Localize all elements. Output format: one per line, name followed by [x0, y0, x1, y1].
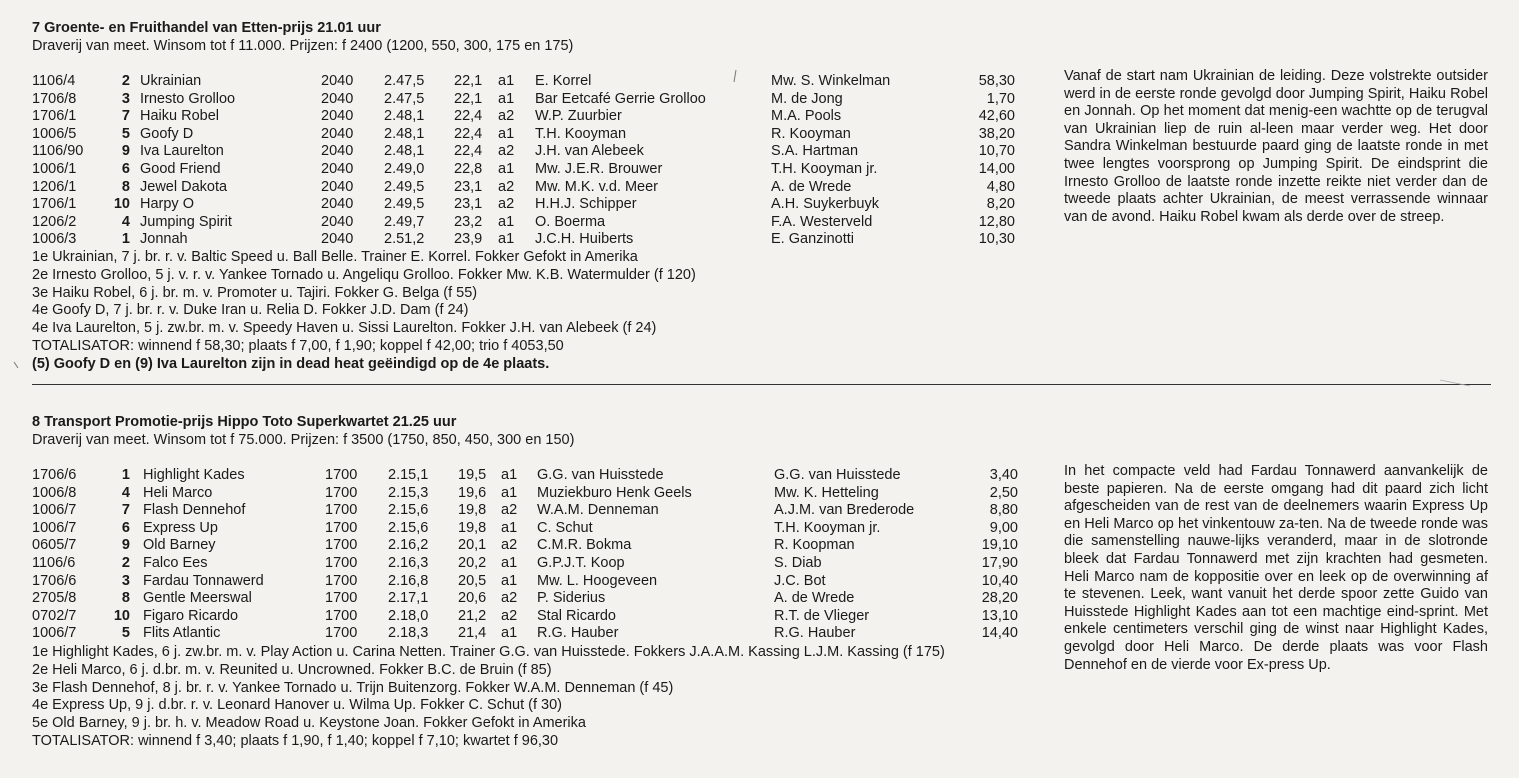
km-time: 23,1	[454, 196, 483, 213]
odds: 12,80	[978, 213, 1015, 230]
race-conditions: Draverij van meet. Winsom tot f 11.000. Prijzen: f 2400 (1200, 550, 300, 175 en 175)	[32, 38, 574, 54]
form-cell: 1206/2	[32, 213, 77, 230]
owner-name: J.H. van Alebeek	[535, 143, 644, 160]
start-number: 3	[121, 90, 130, 107]
driver-name: A. de Wrede	[774, 590, 855, 607]
table-row	[32, 126, 1032, 144]
km-time: 22,4	[454, 125, 483, 142]
form-cell: 1706/1	[32, 108, 77, 125]
race-time: 2.18,0	[388, 607, 429, 624]
table-row	[32, 467, 1032, 485]
form-cell: 1006/7	[32, 502, 77, 519]
start-position: a2	[501, 607, 518, 624]
horse-name: Ukrainian	[140, 73, 202, 89]
owner-name: P. Siderius	[537, 590, 606, 607]
race-commentary: In het compacte veld had Fardau Tonnawerd aanvankelijk de beste papieren. Na de eerste omgang had dit paard zich licht afgescheiden van de rest van de deelnemers waarin Express Up en Heli Marco op het vinkentouw za-ten. Na de tweede ronde was die samenstelling nauwe-lijks veranderd, maar in de slotronde bleek dat Fardau Tonnawerd met zijn krachten had gesmeten. Heli Marco nam de koppositie over en leek op de overwinning af te stevenen. Leek, want vanuit het derde spoor zette Guido van Huisstede Highlight Kades aan tot een machtige eind-sprint. Met enkele centimeters verschil ging de winst naar Highlight Kades, gevolgd door Heli Marco. De derde plaats was voor Flash Dennehof en de vierde voor Ex-press Up.	[1064, 463, 1488, 673]
start-number: 10	[113, 196, 130, 213]
owner-name: G.G. van Huisstede	[537, 467, 664, 483]
start-number: 6	[121, 160, 130, 177]
form-cell: 1006/8	[32, 484, 77, 501]
table-row	[32, 91, 1032, 109]
owner-name: Stal Ricardo	[537, 607, 616, 624]
start-position: a1	[501, 554, 518, 571]
horse-name: Jumping Spirit	[140, 213, 232, 230]
table-row	[32, 73, 1032, 91]
km-time: 20,2	[458, 554, 487, 571]
race-time: 2.47,5	[384, 90, 425, 107]
horse-name: Express Up	[143, 519, 218, 536]
form-cell: 1706/1	[32, 196, 77, 213]
km-time: 19,8	[458, 519, 487, 536]
owner-name: W.A.M. Denneman	[537, 502, 659, 519]
start-number: 2	[121, 73, 130, 89]
table-row	[32, 573, 1032, 591]
horse-name: Goofy D	[140, 125, 194, 142]
km-time: 19,6	[458, 484, 487, 501]
km-time: 22,4	[454, 143, 483, 160]
start-position: a2	[498, 108, 515, 125]
results-table	[32, 467, 1032, 643]
table-row	[32, 555, 1032, 573]
driver-name: R.G. Hauber	[774, 625, 856, 642]
race-time: 2.49,0	[384, 160, 425, 177]
table-row	[32, 179, 1032, 197]
dead-heat-note: (5) Goofy D en (9) Iva Laurelton zijn in dead heat geëindigd op de 4e plaats.	[32, 355, 550, 372]
horse-name: Old Barney	[143, 537, 216, 554]
owner-name: W.P. Zuurbier	[535, 108, 622, 125]
owner-name: O. Boerma	[535, 213, 606, 230]
form-cell: 1206/1	[32, 178, 77, 195]
driver-name: R.T. de Vlieger	[774, 607, 870, 624]
totalisator-line: TOTALISATOR: winnend f 58,30; plaats f 7,00, f 1,90; koppel f 42,00; trio f 4053,50	[32, 337, 564, 354]
distance: 2040	[321, 160, 354, 177]
km-time: 19,5	[458, 467, 487, 483]
start-number: 8	[121, 590, 130, 607]
race-title: 7 Groente- en Fruithandel van Etten-prijs 21.01 uur	[32, 20, 381, 36]
distance: 1700	[325, 607, 358, 624]
owner-name: J.C.H. Huiberts	[535, 231, 634, 248]
race-time: 2.16,8	[388, 572, 429, 589]
horse-name: Irnesto Grolloo	[140, 90, 236, 107]
race-time: 2.48,1	[384, 125, 425, 142]
start-position: a2	[498, 178, 515, 195]
form-cell: 1706/6	[32, 467, 77, 483]
driver-name: M.A. Pools	[771, 108, 842, 125]
form-cell: 1706/8	[32, 90, 77, 107]
odds: 1,70	[986, 90, 1015, 107]
table-row	[32, 143, 1032, 161]
odds: 14,40	[981, 625, 1018, 642]
odds: 4,80	[986, 178, 1015, 195]
odds: 2,50	[989, 484, 1018, 501]
race-time: 2.49,7	[384, 213, 425, 230]
form-cell: 1006/1	[32, 160, 77, 177]
start-number: 2	[121, 554, 130, 571]
form-cell: 0702/7	[32, 607, 77, 624]
distance: 1700	[325, 484, 358, 501]
owner-name: Muziekburo Henk Geels	[537, 484, 692, 501]
km-time: 22,4	[454, 108, 483, 125]
start-number: 5	[121, 125, 130, 142]
start-position: a1	[501, 572, 518, 589]
start-position: a1	[498, 160, 515, 177]
race-conditions: Draverij van meet. Winsom tot f 75.000. Prijzen: f 3500 (1750, 850, 450, 300 en 150)	[32, 432, 575, 448]
distance: 2040	[321, 90, 354, 107]
race-time: 2.17,1	[388, 590, 429, 607]
placing-line: 3e Flash Dennehof, 8 j. br. r. v. Yankee Tornado u. Trijn Buitenzorg. Fokker W.A.M. Denneman (f 45)	[32, 679, 674, 696]
placing-line: 3e Haiku Robel, 6 j. br. m. v. Promoter u. Tajiri. Fokker G. Belga (f 55)	[32, 284, 478, 301]
driver-name: T.H. Kooyman jr.	[771, 160, 878, 177]
km-time: 20,1	[458, 537, 487, 554]
distance: 1700	[325, 467, 358, 483]
km-time: 20,5	[458, 572, 487, 589]
start-number: 9	[121, 537, 130, 554]
race-time: 2.48,1	[384, 108, 425, 125]
start-position: a1	[498, 213, 515, 230]
placing-line: 4e Goofy D, 7 j. br. r. v. Duke Iran u. Relia D. Fokker J.D. Dam (f 24)	[32, 302, 469, 319]
odds: 38,20	[978, 125, 1015, 142]
distance: 2040	[321, 143, 354, 160]
driver-name: S.A. Hartman	[771, 143, 859, 160]
horse-name: Heli Marco	[143, 484, 213, 501]
placing-line: 4e Express Up, 9 j. d.br. r. v. Leonard Hanover u. Wilma Up. Fokker C. Schut (f 30)	[32, 697, 563, 714]
table-row	[32, 520, 1032, 538]
distance: 1700	[325, 625, 358, 642]
form-cell: 1106/4	[32, 73, 76, 89]
start-position: a1	[501, 484, 518, 501]
race-time: 2.16,3	[388, 554, 429, 571]
form-cell: 1106/90	[32, 143, 84, 160]
start-number: 4	[121, 484, 130, 501]
horse-name: Jonnah	[140, 231, 188, 248]
distance: 2040	[321, 196, 354, 213]
start-position: a1	[501, 625, 518, 642]
odds: 9,00	[989, 519, 1018, 536]
distance: 1700	[325, 502, 358, 519]
km-time: 22,1	[454, 90, 483, 107]
odds: 13,10	[981, 607, 1018, 624]
form-cell: 1006/3	[32, 231, 77, 248]
distance: 1700	[325, 519, 358, 536]
race-time: 2.51,2	[384, 231, 425, 248]
placing-line: 5e Old Barney, 9 j. br. h. v. Meadow Road u. Keystone Joan. Fokker Gefokt in Amerika	[32, 715, 586, 732]
horse-name: Falco Ees	[143, 554, 208, 571]
driver-name: R. Koopman	[774, 537, 855, 554]
driver-name: A. de Wrede	[771, 178, 852, 195]
odds: 58,30	[978, 73, 1015, 89]
odds: 19,10	[981, 537, 1018, 554]
horse-name: Iva Laurelton	[140, 143, 224, 160]
horse-name: Jewel Dakota	[140, 178, 228, 195]
start-number: 8	[121, 178, 130, 195]
form-cell: 2705/8	[32, 590, 77, 607]
horse-name: Figaro Ricardo	[143, 607, 239, 624]
table-row	[32, 214, 1032, 232]
race-commentary: Vanaf de start nam Ukrainian de leiding. Deze volstrekte outsider werd in de eerste ronde gevolgd door Jumping Spirit, Haiku Robel en Jonnah. Op het moment dat menig-een wachtte op de terugval van Ukrainian liep de ruin al-leen maar verder weg. Het door Sandra Winkelman bestuurde paard ging de laatste ronde in met twee lengtes voorsprong op Jumping Spirit. De eindsprint die Irnesto Grolloo de laatste ronde inzette reikte niet verder dan de tweede plaats achter Ukrainian, de meest verrassende winnaar van de avond. Haiku Robel kwam als derde over de streep.	[1064, 68, 1488, 225]
odds: 8,80	[989, 502, 1018, 519]
table-row	[32, 108, 1032, 126]
owner-name: G.P.J.T. Koop	[537, 554, 625, 571]
start-position: a1	[498, 231, 515, 248]
owner-name: Mw. M.K. v.d. Meer	[535, 178, 659, 195]
km-time: 21,4	[458, 625, 487, 642]
race-time: 2.15,6	[388, 519, 429, 536]
start-position: a2	[498, 143, 515, 160]
start-position: a1	[498, 125, 515, 142]
owner-name: H.H.J. Schipper	[535, 196, 637, 213]
driver-name: A.H. Suykerbuyk	[771, 196, 879, 213]
horse-name: Highlight Kades	[143, 467, 245, 483]
race-title: 8 Transport Promotie-prijs Hippo Toto Superkwartet 21.25 uur	[32, 414, 457, 430]
table-row	[32, 608, 1032, 626]
table-row	[32, 537, 1032, 555]
km-time: 22,1	[454, 73, 483, 89]
km-time: 19,8	[458, 502, 487, 519]
owner-name: Mw. L. Hoogeveen	[537, 572, 658, 589]
placing-line: 1e Ukrainian, 7 j. br. r. v. Baltic Speed u. Ball Belle. Trainer E. Korrel. Fokker Gefokt in Amerika	[32, 249, 638, 265]
start-number: 3	[121, 572, 130, 589]
distance: 2040	[321, 73, 354, 89]
race-time: 2.15,6	[388, 502, 429, 519]
odds: 3,40	[989, 467, 1018, 483]
start-position: a1	[501, 467, 518, 483]
km-time: 20,6	[458, 590, 487, 607]
form-cell: 1006/5	[32, 125, 77, 142]
results-table	[32, 73, 1032, 249]
start-position: a2	[501, 537, 518, 554]
start-number: 6	[121, 519, 130, 536]
start-position: a2	[501, 590, 518, 607]
horse-name: Harpy O	[140, 196, 194, 213]
distance: 1700	[325, 554, 358, 571]
start-number: 1	[121, 231, 130, 248]
form-cell: 1006/7	[32, 625, 77, 642]
odds: 10,70	[978, 143, 1015, 160]
km-time: 23,1	[454, 178, 483, 195]
owner-name: C.M.R. Bokma	[537, 537, 632, 554]
placing-line: 4e Iva Laurelton, 5 j. zw.br. m. v. Speedy Haven u. Sissi Laurelton. Fokker J.H. van Alebeek (f 24)	[32, 320, 657, 337]
distance: 2040	[321, 108, 354, 125]
table-row	[32, 590, 1032, 608]
distance: 2040	[321, 213, 354, 230]
start-number: 4	[121, 213, 130, 230]
owner-name: Bar Eetcafé Gerrie Grolloo	[535, 90, 706, 107]
km-time: 23,2	[454, 213, 483, 230]
horse-name: Flash Dennehof	[143, 502, 246, 519]
table-row	[32, 485, 1032, 503]
race-time: 2.15,3	[388, 484, 429, 501]
form-cell: 1006/7	[32, 519, 77, 536]
race-time: 2.49,5	[384, 196, 425, 213]
odds: 28,20	[981, 590, 1018, 607]
placing-details	[32, 644, 1032, 751]
odds: 17,90	[981, 554, 1018, 571]
section-divider	[32, 384, 1491, 385]
distance: 1700	[325, 572, 358, 589]
start-number: 1	[121, 467, 130, 483]
distance: 2040	[321, 178, 354, 195]
race-time: 2.15,1	[388, 467, 429, 483]
horse-name: Fardau Tonnawerd	[143, 572, 264, 589]
driver-name: M. de Jong	[771, 90, 843, 107]
horse-name: Gentle Meerswal	[143, 590, 252, 607]
km-time: 23,9	[454, 231, 483, 248]
owner-name: C. Schut	[537, 519, 593, 536]
odds: 14,00	[978, 160, 1015, 177]
km-time: 21,2	[458, 607, 487, 624]
table-row	[32, 161, 1032, 179]
form-cell: 1106/6	[32, 554, 76, 571]
odds: 8,20	[986, 196, 1015, 213]
driver-name: G.G. van Huisstede	[774, 467, 901, 483]
start-number: 5	[121, 625, 130, 642]
driver-name: Mw. K. Hetteling	[774, 484, 879, 501]
owner-name: T.H. Kooyman	[535, 125, 627, 142]
distance: 2040	[321, 125, 354, 142]
start-number: 10	[113, 607, 130, 624]
distance: 1700	[325, 590, 358, 607]
horse-name: Haiku Robel	[140, 108, 219, 125]
placing-line: 2e Heli Marco, 6 j. d.br. m. v. Reunited u. Uncrowned. Fokker B.C. de Bruin (f 85)	[32, 661, 552, 678]
start-position: a2	[501, 502, 518, 519]
start-position: a1	[498, 73, 515, 89]
race-time: 2.16,2	[388, 537, 429, 554]
odds: 10,30	[978, 231, 1015, 248]
km-time: 22,8	[454, 160, 483, 177]
table-row	[32, 196, 1032, 214]
owner-name: R.G. Hauber	[537, 625, 619, 642]
race-time: 2.48,1	[384, 143, 425, 160]
placing-details	[32, 249, 1032, 374]
driver-name: A.J.M. van Brederode	[774, 502, 915, 519]
form-cell: 1706/6	[32, 572, 77, 589]
race-time: 2.47,5	[384, 73, 425, 89]
form-cell: 0605/7	[32, 537, 77, 554]
totalisator-line: TOTALISATOR: winnend f 3,40; plaats f 1,90, f 1,40; koppel f 7,10; kwartet f 96,30	[32, 732, 559, 749]
start-position: a2	[498, 196, 515, 213]
start-number: 9	[121, 143, 130, 160]
race-time: 2.49,5	[384, 178, 425, 195]
placing-line: 1e Highlight Kades, 6 j. zw.br. m. v. Play Action u. Carina Netten. Trainer G.G. van Huisstede. Fokkers J.A.A.M. Kassing L.J.M. Kassing (f 175)	[32, 644, 945, 660]
placing-line: 2e Irnesto Grolloo, 5 j. v. r. v. Yankee Tornado u. Angeliqu Grolloo. Fokker Mw. K.B. Watermulder (f 120)	[32, 266, 696, 283]
driver-name: T.H. Kooyman jr.	[774, 519, 881, 536]
start-number: 7	[121, 108, 130, 125]
driver-name: F.A. Westerveld	[771, 213, 873, 230]
distance: 2040	[321, 231, 354, 248]
distance: 1700	[325, 537, 358, 554]
race-time: 2.18,3	[388, 625, 429, 642]
driver-name: S. Diab	[774, 554, 822, 571]
horse-name: Good Friend	[140, 160, 221, 177]
start-position: a1	[498, 90, 515, 107]
start-position: a1	[501, 519, 518, 536]
odds: 10,40	[981, 572, 1018, 589]
driver-name: E. Ganzinotti	[771, 231, 855, 248]
table-row	[32, 231, 1032, 249]
owner-name: E. Korrel	[535, 73, 592, 89]
table-row	[32, 502, 1032, 520]
owner-name: Mw. J.E.R. Brouwer	[535, 160, 663, 177]
driver-name: Mw. S. Winkelman	[771, 73, 891, 89]
horse-name: Flits Atlantic	[143, 625, 221, 642]
table-row	[32, 625, 1032, 643]
start-number: 7	[121, 502, 130, 519]
odds: 42,60	[978, 108, 1015, 125]
driver-name: J.C. Bot	[774, 572, 826, 589]
driver-name: R. Kooyman	[771, 125, 851, 142]
